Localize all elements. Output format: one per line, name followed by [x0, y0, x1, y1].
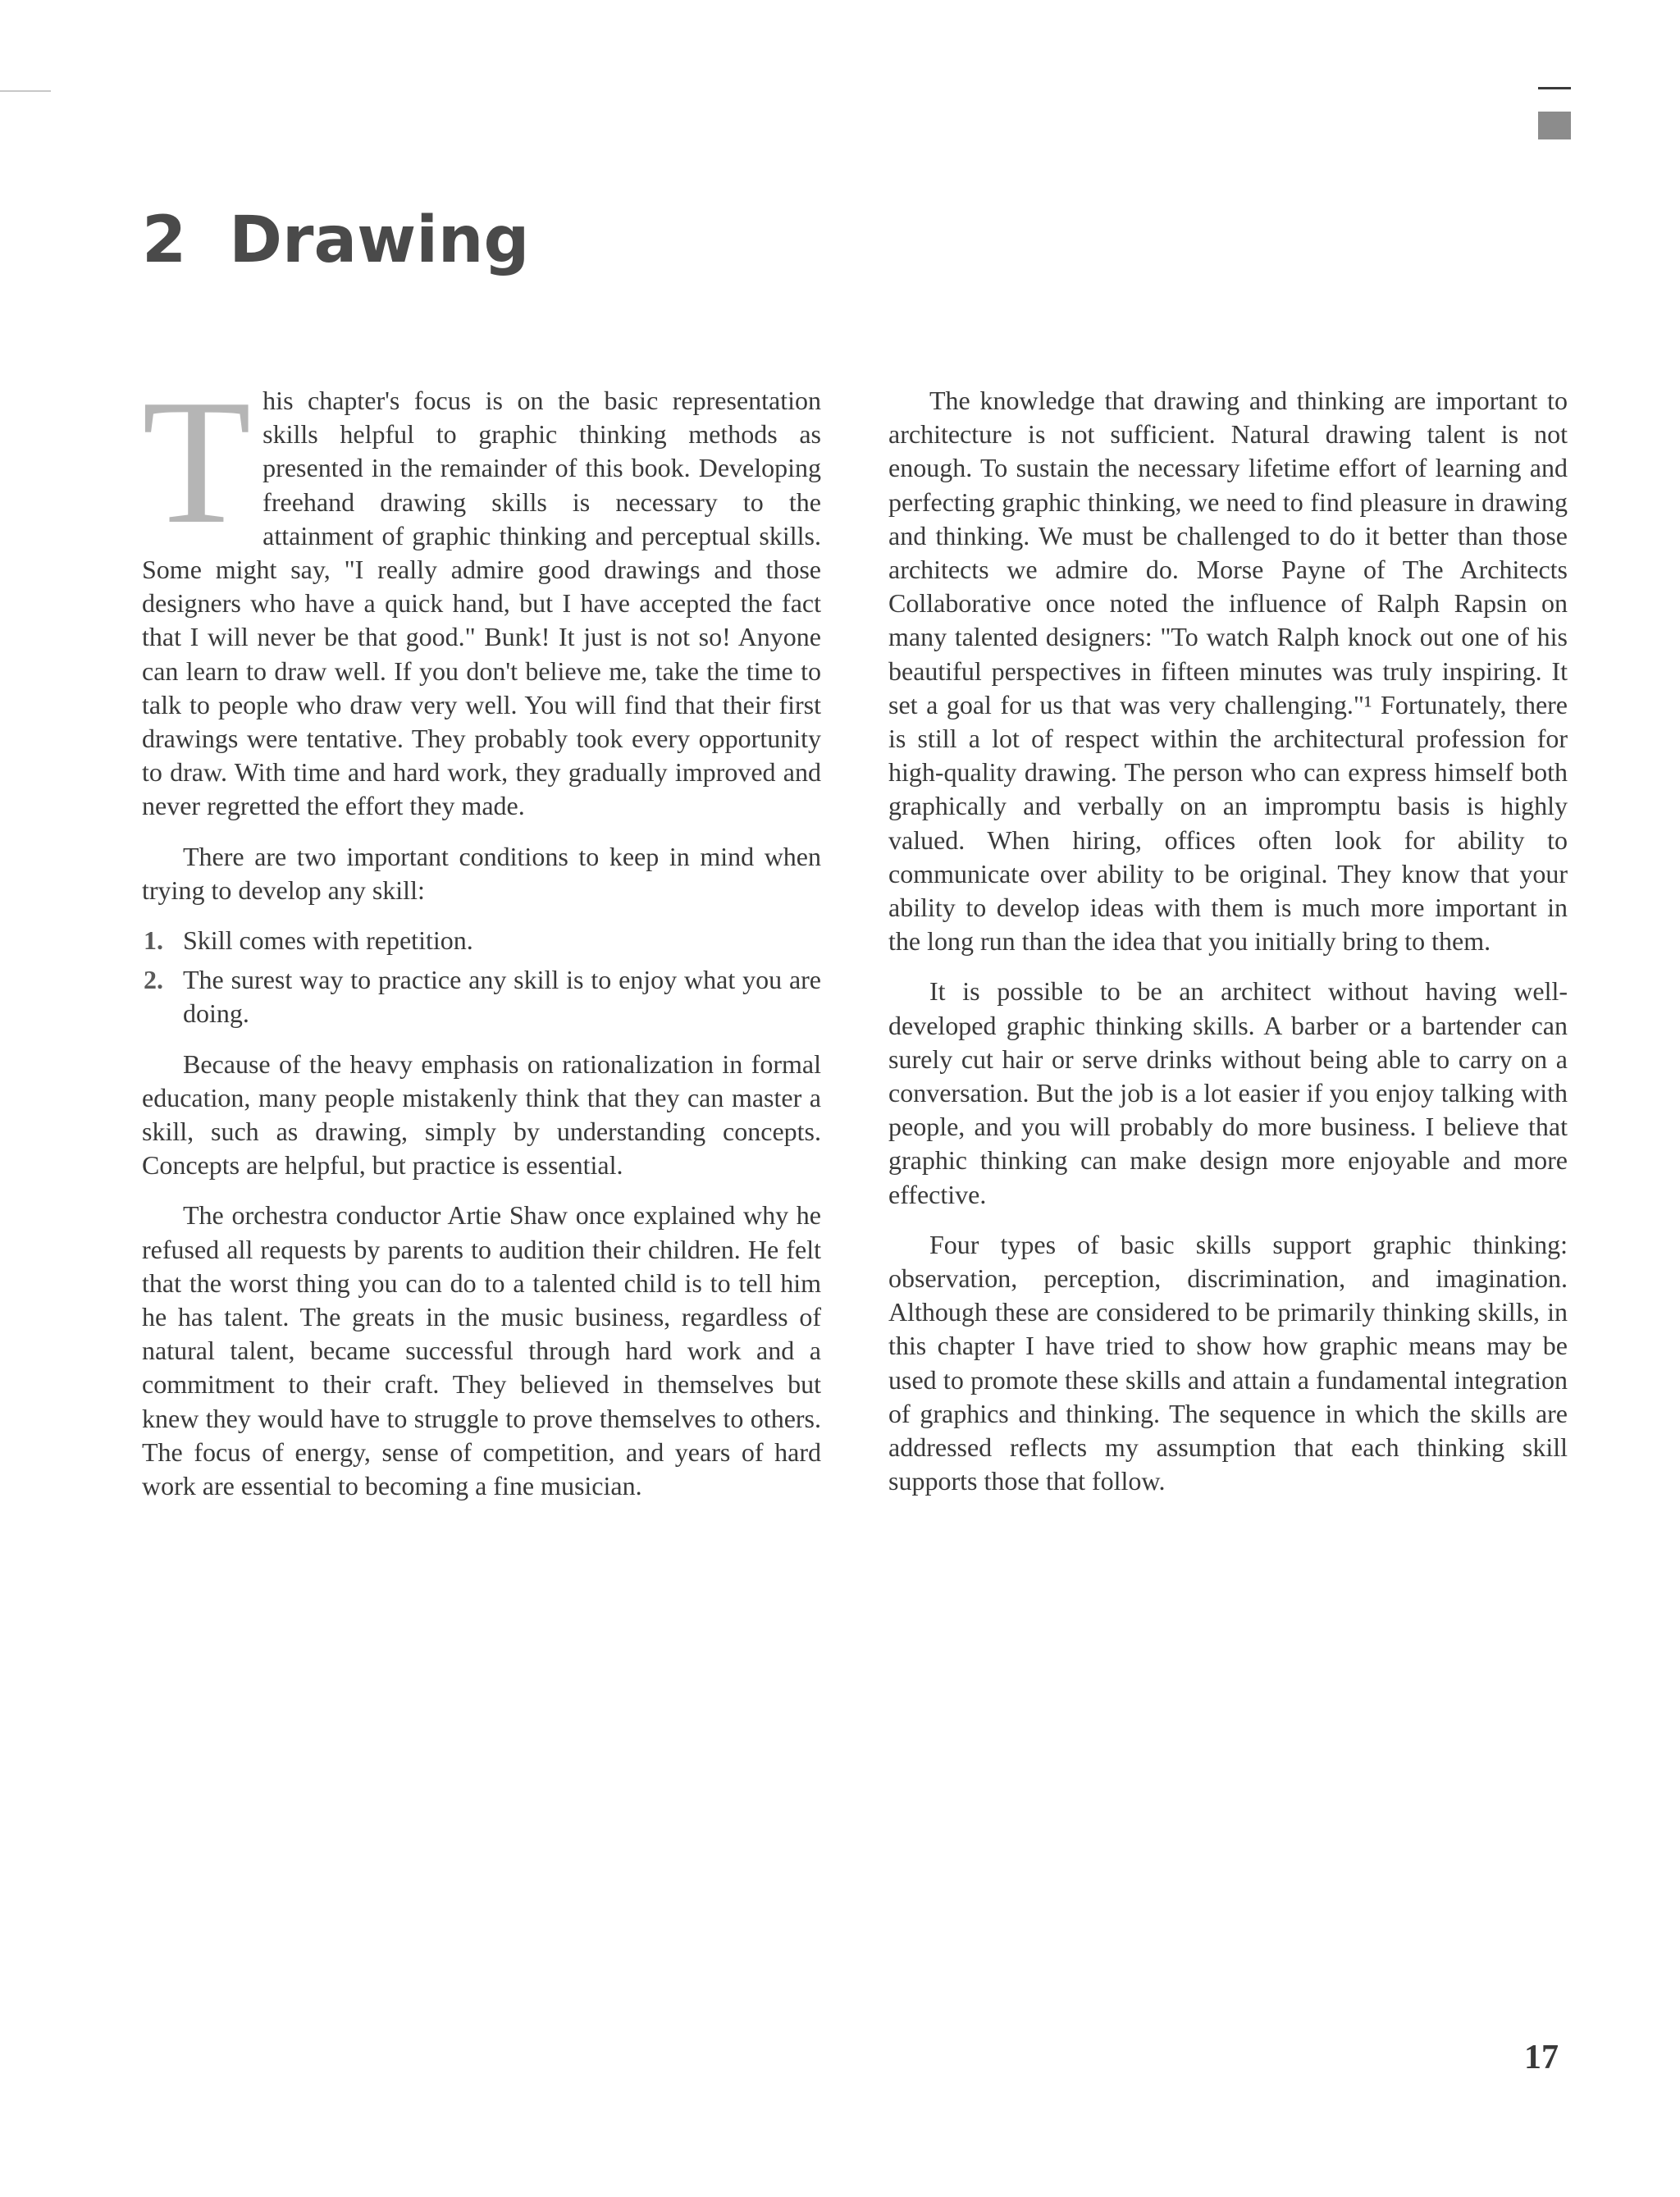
list-item [142, 924, 821, 957]
chapter-tab-marker [1538, 112, 1571, 139]
chapter-heading [142, 195, 529, 285]
right-column [888, 384, 1568, 1515]
left-column [142, 363, 821, 1519]
left-paragraph-3: Because of the heavy emphasis on rationalization in formal education, many people mistakenly think that they can master a skill, such as drawing, simply by understanding concepts. Concepts are helpful, but practice is essential. [142, 1048, 821, 1181]
list-item-text: Skill comes with repetition. [183, 925, 473, 956]
page-number: 17 [1524, 2039, 1559, 2076]
list-item-text: The surest way to practice any skill is to enjoy what you are doing. [183, 965, 821, 1029]
list-number: 2. [144, 965, 163, 995]
left-paragraph-4: The orchestra conductor Artie Shaw once explained why he refused all requests by parents to audition their children. He felt that the worst thing you can do to a talented child is to tell him he has talent. The greats in the music business, regardless of natural talent, became successful through hard work and a commitment to their craft. They believed in themselves but knew they would have to struggle to prove themselves to others. The focus of energy, sense of competition, and years of hard work are essential to becoming a fine musician. [142, 1200, 821, 1501]
list-item [142, 963, 821, 1030]
chapter-title: Drawing [229, 203, 530, 277]
left-paragraph-1-text: his chapter's focus is on the basic representation skills helpful to graphic thinking methods as presented in the remainder of this book. Developing freehand drawing skills is necessary to the attainment of graphic thinking and perceptual skills. Some might say, "I really admire good drawings and those designers who have a quick hand, but I have accepted the fact that I will never be that good." Bunk! It just is not so! Anyone can learn to draw well. If you don't believe me, take the time to talk to people who draw very well. You will find that their first drawings were tentative. They probably took every opportunity to draw. With time and hard work, they gradually improved and never regretted the effort they made. [142, 386, 821, 821]
list-number: 1. [144, 925, 163, 956]
chapter-number: 2 [142, 203, 187, 277]
right-paragraph-3: Four types of basic skills support graphic thinking: observation, perception, discrimination, and imagination. Although these are considered to be primarily thinking skills, in this chapter I have tried to show how graphic means may be used to promote these skills and attain a fundamental integration of graphics and thinking. The sequence in which the skills are addressed reflects my assumption that each thinking skill supports those that follow. [888, 1229, 1568, 1496]
left-paragraph-2: There are two important conditions to keep in mind when trying to develop any skill: [142, 841, 821, 905]
right-paragraph-2: It is possible to be an architect without having well-developed graphic thinking skills. A barber or a bartender can surely cut hair or serve drinks without being able to carry on a conversation. But the job is a lot easier if you enjoy talking with people, and you will probably do more business. I believe that graphic thinking can make design more enjoyable and more effective. [888, 976, 1568, 1209]
top-right-rule [1538, 87, 1571, 89]
right-paragraph-1: The knowledge that drawing and thinking are important to architecture is not sufficient. Natural drawing talent is not enough. To sustain the necessary lifetime effort of learning and perfecting graphic thinking, we need to find pleasure in drawing and thinking. We must be challenged to do it better than those architects we admire do. Morse Payne of The Architects Collaborative once noted the influence of Ralph Rapsin on many talented designers: "To watch Ralph knock out one of his beautiful perspectives in fifteen minutes was truly inspiring. It set a goal for us that was very challenging."¹ Fortunately, there is still a lot of respect within the architectural profession for high-quality drawing. The person who can express himself both graphically and verbally on an impromptu basis is highly valued. When hiring, offices often look for ability to communicate over ability to be original. They know that your ability to develop ideas with them is much more important in the long run than the idea that you initially bring to them. [888, 386, 1568, 957]
conditions-list [142, 924, 821, 1031]
left-paragraph-1 [142, 363, 821, 824]
drop-cap: T [142, 363, 252, 561]
top-left-rule [0, 90, 51, 92]
